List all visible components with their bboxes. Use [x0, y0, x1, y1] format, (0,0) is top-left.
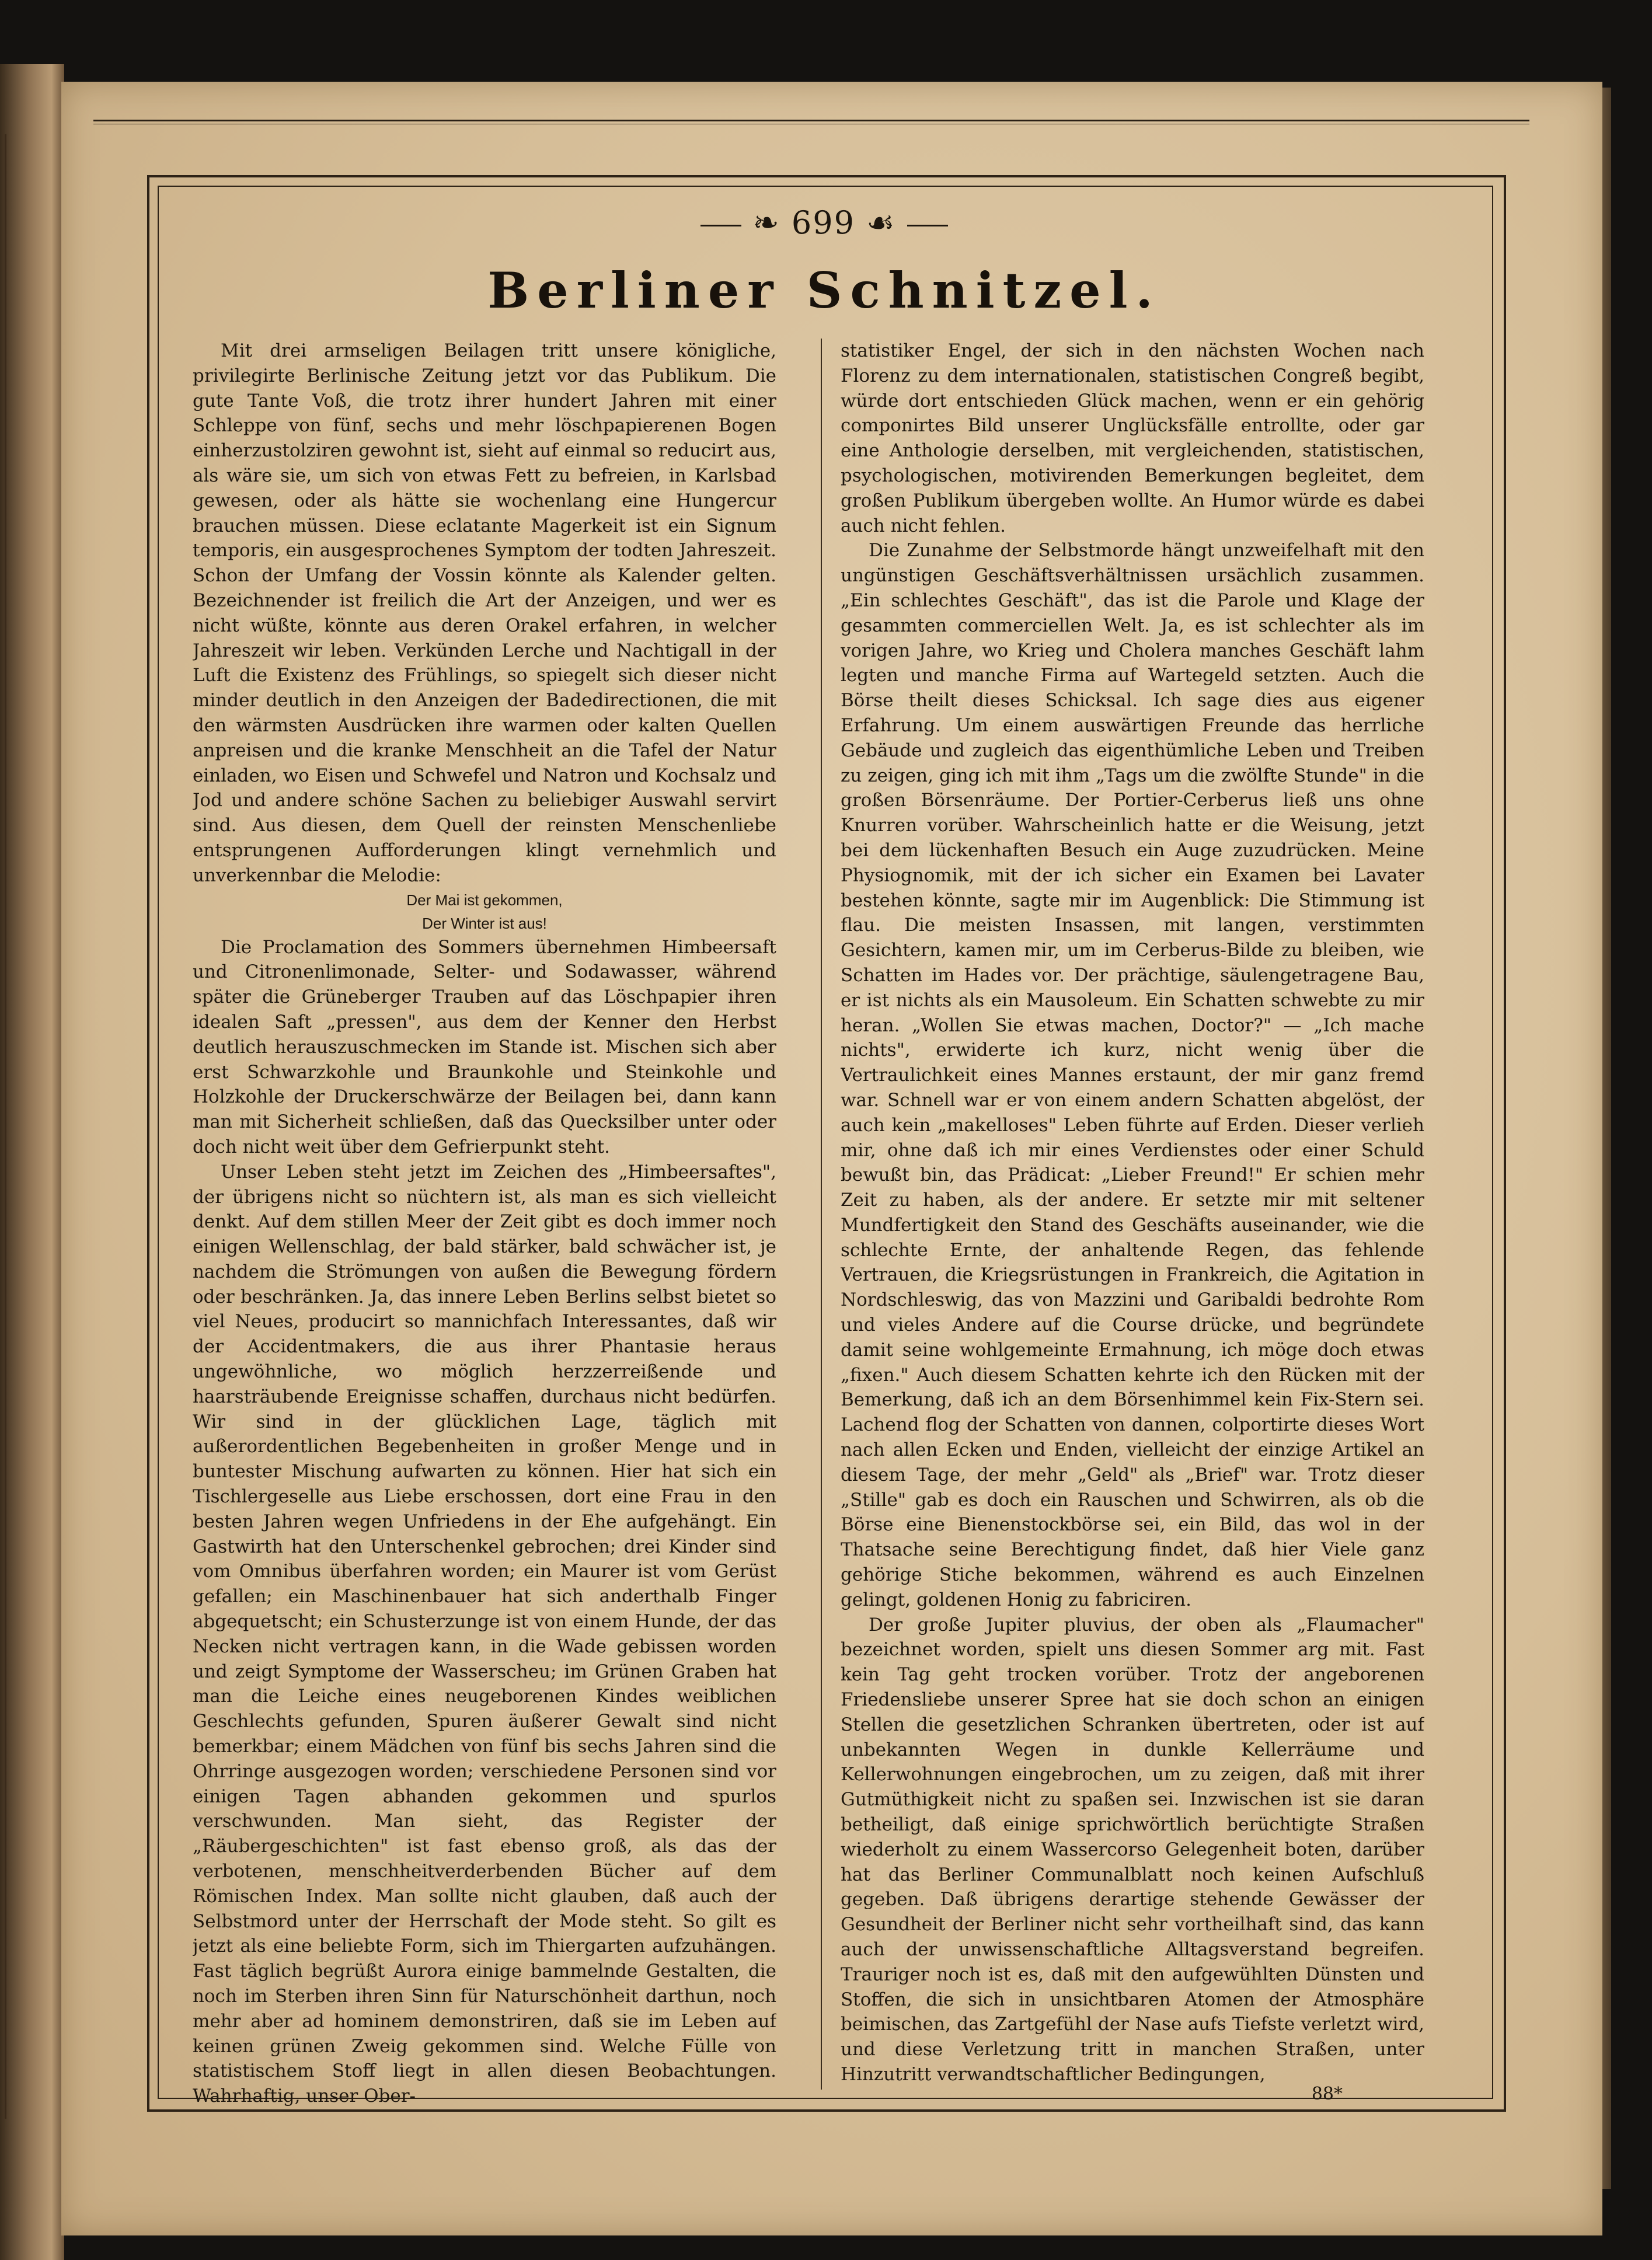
- paragraph: statistiker Engel, der sich in den nächsten Wochen nach Florenz zu dem internationalen, statistischen Congreß begibt, würde dort entschieden Glück machen, wenn er ein gehörig componirtes Bild unserer Unglücksfälle entrollte, oder gar eine Anthologie derselben, mit vergleichenden, statistischen, psychologischen, motivirenden Bemerkungen begleitet, dem großen Publikum übergeben wollte. An Humor würde es dabei auch nicht fehlen.: [841, 340, 1424, 536]
- article-title: Berliner Schnitzel.: [487, 261, 1161, 319]
- paragraph: Die Zunahme der Selbstmorde hängt unzweifelhaft mit den ungünstigen Geschäftsverhältnissen ursächlich zusammen. „Ein schlechtes Geschäft", das ist die Parole und Klage der gesammten commerciellen Welt. Ja, es ist schlechter als im vorigen Jahre, wo Krieg und Cholera manches Geschäft lahm legten und manche Firma auf Wartegeld setzten. Auch die Börse theilt dieses Schicksal. Ich sage dies aus eigener Erfahrung. Um einem auswärtigen Freunde das herrliche Gebäude und zugleich das eigenthümliche Leben und Treiben zu zeigen, ging ich mit ihm „Tags um die zwölfte Stunde" in die großen Börsenräume. Der Portier-Cerberus ließ uns ohne Knurren vorüber. Wahrscheinlich hatte er die Weisung, jetzt bei dem lückenhaften Besuch ein Auge zuzudrücken. Meine Physiognomik, mit der ich sicher ein Examen bei Lavater bestehen könnte, sagte mir im Augenblick: Die Stimmung ist flau. Die meisten Insassen, mit langen, verstimmten Gesichtern, kamen mir, um im Cerberus-Bilde zu bleiben, wie Schatten im Hades vor. Der prächtige, säulengetragene Bau, er ist nichts als ein Mausoleum. Ein Schatten schwebte zu mir heran. „Wollen Sie etwas machen, Doctor?" — „Ich mache nichts", erwiderte ich kurz, nicht wenig über die Vertraulichkeit eines Mannes erstaunt, der mir ganz fremd war. Schnell war er von einem andern Schatten abgelöst, der auch kein „makelloses" Leben führte auf Erden. Dieser verlieh mir, ohne daß ich mir eines Verdienstes oder einer Schuld bewußt bin, das Prädicat: „Lieber Freund!" Er schien mehr Zeit zu haben, als der andere. Er setzte mir mit seltener Mundfertigkeit den Stand des Geschäfts auseinander, wie die schlechte Ernte, der anhaltende Regen, das fehlende Vertrauen, die Kriegsrüstungen in Frankreich, die Agitation in Nordschleswig, das von Mazzini und Garibaldi bedrohte Rom und vieles Andere auf die Course drücke, und begründete damit seine wohlgemeinte Ermahnung, ich möge doch etwas „fixen." Auch diesem Schatten kehrte ich den Rücken mit der Bemerkung, daß ich an dem Börsenhimmel kein Fix-Stern sei. Lachend flog der Schatten von dannen, colportirte dieses Wort nach allen Ecken und Enden, vielleicht der einzige Artikel an diesem Tage, der mehr „Geld" als „Brief" war. Trotz dieser „Stille" gab es doch ein Rauschen und Schwirren, als ob die Börse eine Bienenstockbörse sei, ein Bild, das wol in der Thatsache seine Berechtigung findet, daß hier Viele ganz gehörige Stiche bekommen, während es auch Einzelnen gelingt, goldenen Honig zu fabriciren.: [841, 540, 1424, 1610]
- top-rule: [93, 120, 1529, 124]
- verse-quote: [193, 888, 776, 935]
- paragraph: Die Proclamation des Sommers übernehmen Himbeersaft und Citronenlimonade, Selter- und Sodawasser, während später die Grüneberger Trauben auf das Löschpapier ihren idealen Saft „pressen", aus dem der Kenner den Herbst deutlich herauszuschmecken im Stande ist. Mischen sich aber erst Schwarzkohle und Braunkohle und Steinkohle und Holzkohle der Druckerschwärze der Beilagen bei, dann kann man mit Sicherheit schließen, daß das Quecksilber unter oder doch nicht weit über dem Gefrierpunkt steht.: [193, 936, 776, 1157]
- left-column: [193, 339, 776, 2113]
- signature-mark: 88*: [1311, 2084, 1343, 2104]
- paragraph: Mit drei armseligen Beilagen tritt unsere königliche, privilegirte Berlinische Zeitung jetzt vor das Publikum. Die gute Tante Voß, die trotz ihrer hundert Jahren mit einer Schleppe von fünf, sechs und mehr löschpapierenen Bogen einherzustolziren gewohnt ist, sieht auf einmal so reducirt aus, als wäre sie, um sich von etwas Fett zu befreien, in Karlsbad gewesen, oder als hätte sie wochenlang eine Hungercur brauchen müssen. Diese eclatante Magerkeit ist ein Signum temporis, ein ausgesprochenes Symptom der todten Jahreszeit. Schon der Umfang der Vossin könnte als Kalender gelten. Bezeichnender ist freilich die Art der Anzeigen, und wer es nicht wüßte, könnte aus deren Orakel erfahren, in welcher Jahreszeit wir leben. Verkünden Lerche und Nachtigall in der Luft die Existenz des Frühlings, so spiegelt sich dieser nicht minder deutlich in den Anzeigen der Badedirectionen, die mit den wärmsten Ausdrücken ihre warmen oder kalten Quellen anpreisen und die kranke Menschheit an die Tafel der Natur einladen, wo Eisen und Schwefel und Natron und Kochsalz und Jod und andere schöne Sachen zu beliebiger Auswahl servirt sind. Aus diesen, dem Quell der reinsten Menschenliebe entsprungenen Aufforderungen klingt vernehmlich und unverkennbar die Melodie:: [193, 340, 776, 886]
- left-page-edge: [0, 64, 64, 2260]
- page-header: ❧ 699 ☙: [158, 204, 1491, 241]
- verse-line: Der Winter ist aus!: [422, 914, 547, 932]
- column-divider: [821, 339, 822, 2090]
- right-column: [841, 339, 1424, 2113]
- paragraph: Der große Jupiter pluvius, der oben als „Flaumacher" bezeichnet worden, spielt uns diesen Sommer arg mit. Fast kein Tag geht trocken vorüber. Trotz der angeborenen Friedensliebe unserer Spree hat sie doch schon an einigen Stellen die gesetzlichen Schranken übertreten, oder ist auf unbekannten Wegen in dunkle Kellerräume und Kellerwohnungen eingebrochen, um zu zeigen, daß mit ihrer Gutmüthigkeit nicht zu spaßen sei. Inzwischen ist sie daran betheiligt, daß einige sprichwörtlich berüchtigte Straßen wiederholt zu einem Wassercorso Gelegenheit boten, darüber hat das Berliner Communalblatt noch keinen Aufschluß gegeben. Daß übrigens derartige stehende Gewässer der Gesundheit der Berliner nicht sehr vortheilhaft sind, das kann auch der unwissenschaftliche Alltagsverstand begreifen. Trauriger noch ist es, daß mit den aufgewühlten Dünsten und Stoffen, die sich in unsichtbaren Atomen der Atmosphäre beimischen, das Zartgefühl der Nase aufs Tiefste verletzt wird, und diese Verletzung tritt in manchen Straßen, unter Hinzutritt verwandtschaftlicher Bedingungen,: [841, 1614, 1424, 2085]
- page-number: 699: [791, 204, 855, 241]
- paragraph: Unser Leben steht jetzt im Zeichen des „Himbeersaftes", der übrigens nicht so nüchtern ist, als man es sich vielleicht denkt. Auf dem stillen Meer der Zeit gibt es doch immer noch einigen Wellenschlag, der bald stärker, bald schwächer ist, je nachdem die Strömungen von außen die Bewegung fördern oder beschränken. Ja, das innere Leben Berlins selbst bietet so viel Neues, producirt so mannichfach Interessantes, daß wir der Accidentmakers, die aus ihrer Phantasie heraus ungewöhnliche, wo möglich herzzerreißende und haarsträubende Ereignisse schaffen, durchaus nicht bedürfen. Wir sind in der glücklichen Lage, täglich mit außerordentlichen Begebenheiten in großer Menge und in buntester Mischung aufwarten zu können. Hier hat sich ein Tischlergeselle aus Liebe erschossen, dort eine Frau in den besten Jahren wegen Unfriedens in der Ehe aufgehängt. Ein Gastwirth hat den Unterschenkel gebrochen; drei Kinder sind vom Omnibus überfahren worden; ein Maurer ist vom Gerüst gefallen; ein Maschinenbauer hat sich anderthalb Finger abgequetscht; ein Schusterzunge ist von einem Hunde, der das Necken nicht vertragen kann, in die Wade gebissen worden und zeigt Symptome der Wasserscheu; im Grünen Graben hat man die Leiche eines neugeborenen Kindes weiblichen Geschlechts gefunden, Spuren äußerer Gewalt sind nicht bemerkbar; einem Mädchen von fünf bis sechs Jahren sind die Ohrringe ausgezogen worden; verschiedene Personen sind vor einigen Tagen abhanden gekommen und spurlos verschwunden. Man sieht, das Register der „Räubergeschichten" ist fast ebenso groß, als das der verbotenen, menschheitverderbenden Bücher auf dem Römischen Index. Man sollte nicht glauben, daß auch der Selbstmord unter der Herrschaft der Mode steht. So gilt es jetzt als eine beliebte Form, sich im Thiergarten aufzuhängen. Fast täglich begrüßt Aurora einige bammelnde Gestalten, die noch im Sterben ihren Sinn für Naturschönheit darthun, noch mehr aber ad hominem demonstriren, daß sie im Leben auf keinen grünen Zweig gekommen sind. Welche Fülle von statistischem Stoff liegt in allen diesen Beobachtungen. Wahrhaftig, unser Ober-: [193, 1161, 776, 2107]
- verse-line: Der Mai ist gekommen,: [406, 891, 563, 909]
